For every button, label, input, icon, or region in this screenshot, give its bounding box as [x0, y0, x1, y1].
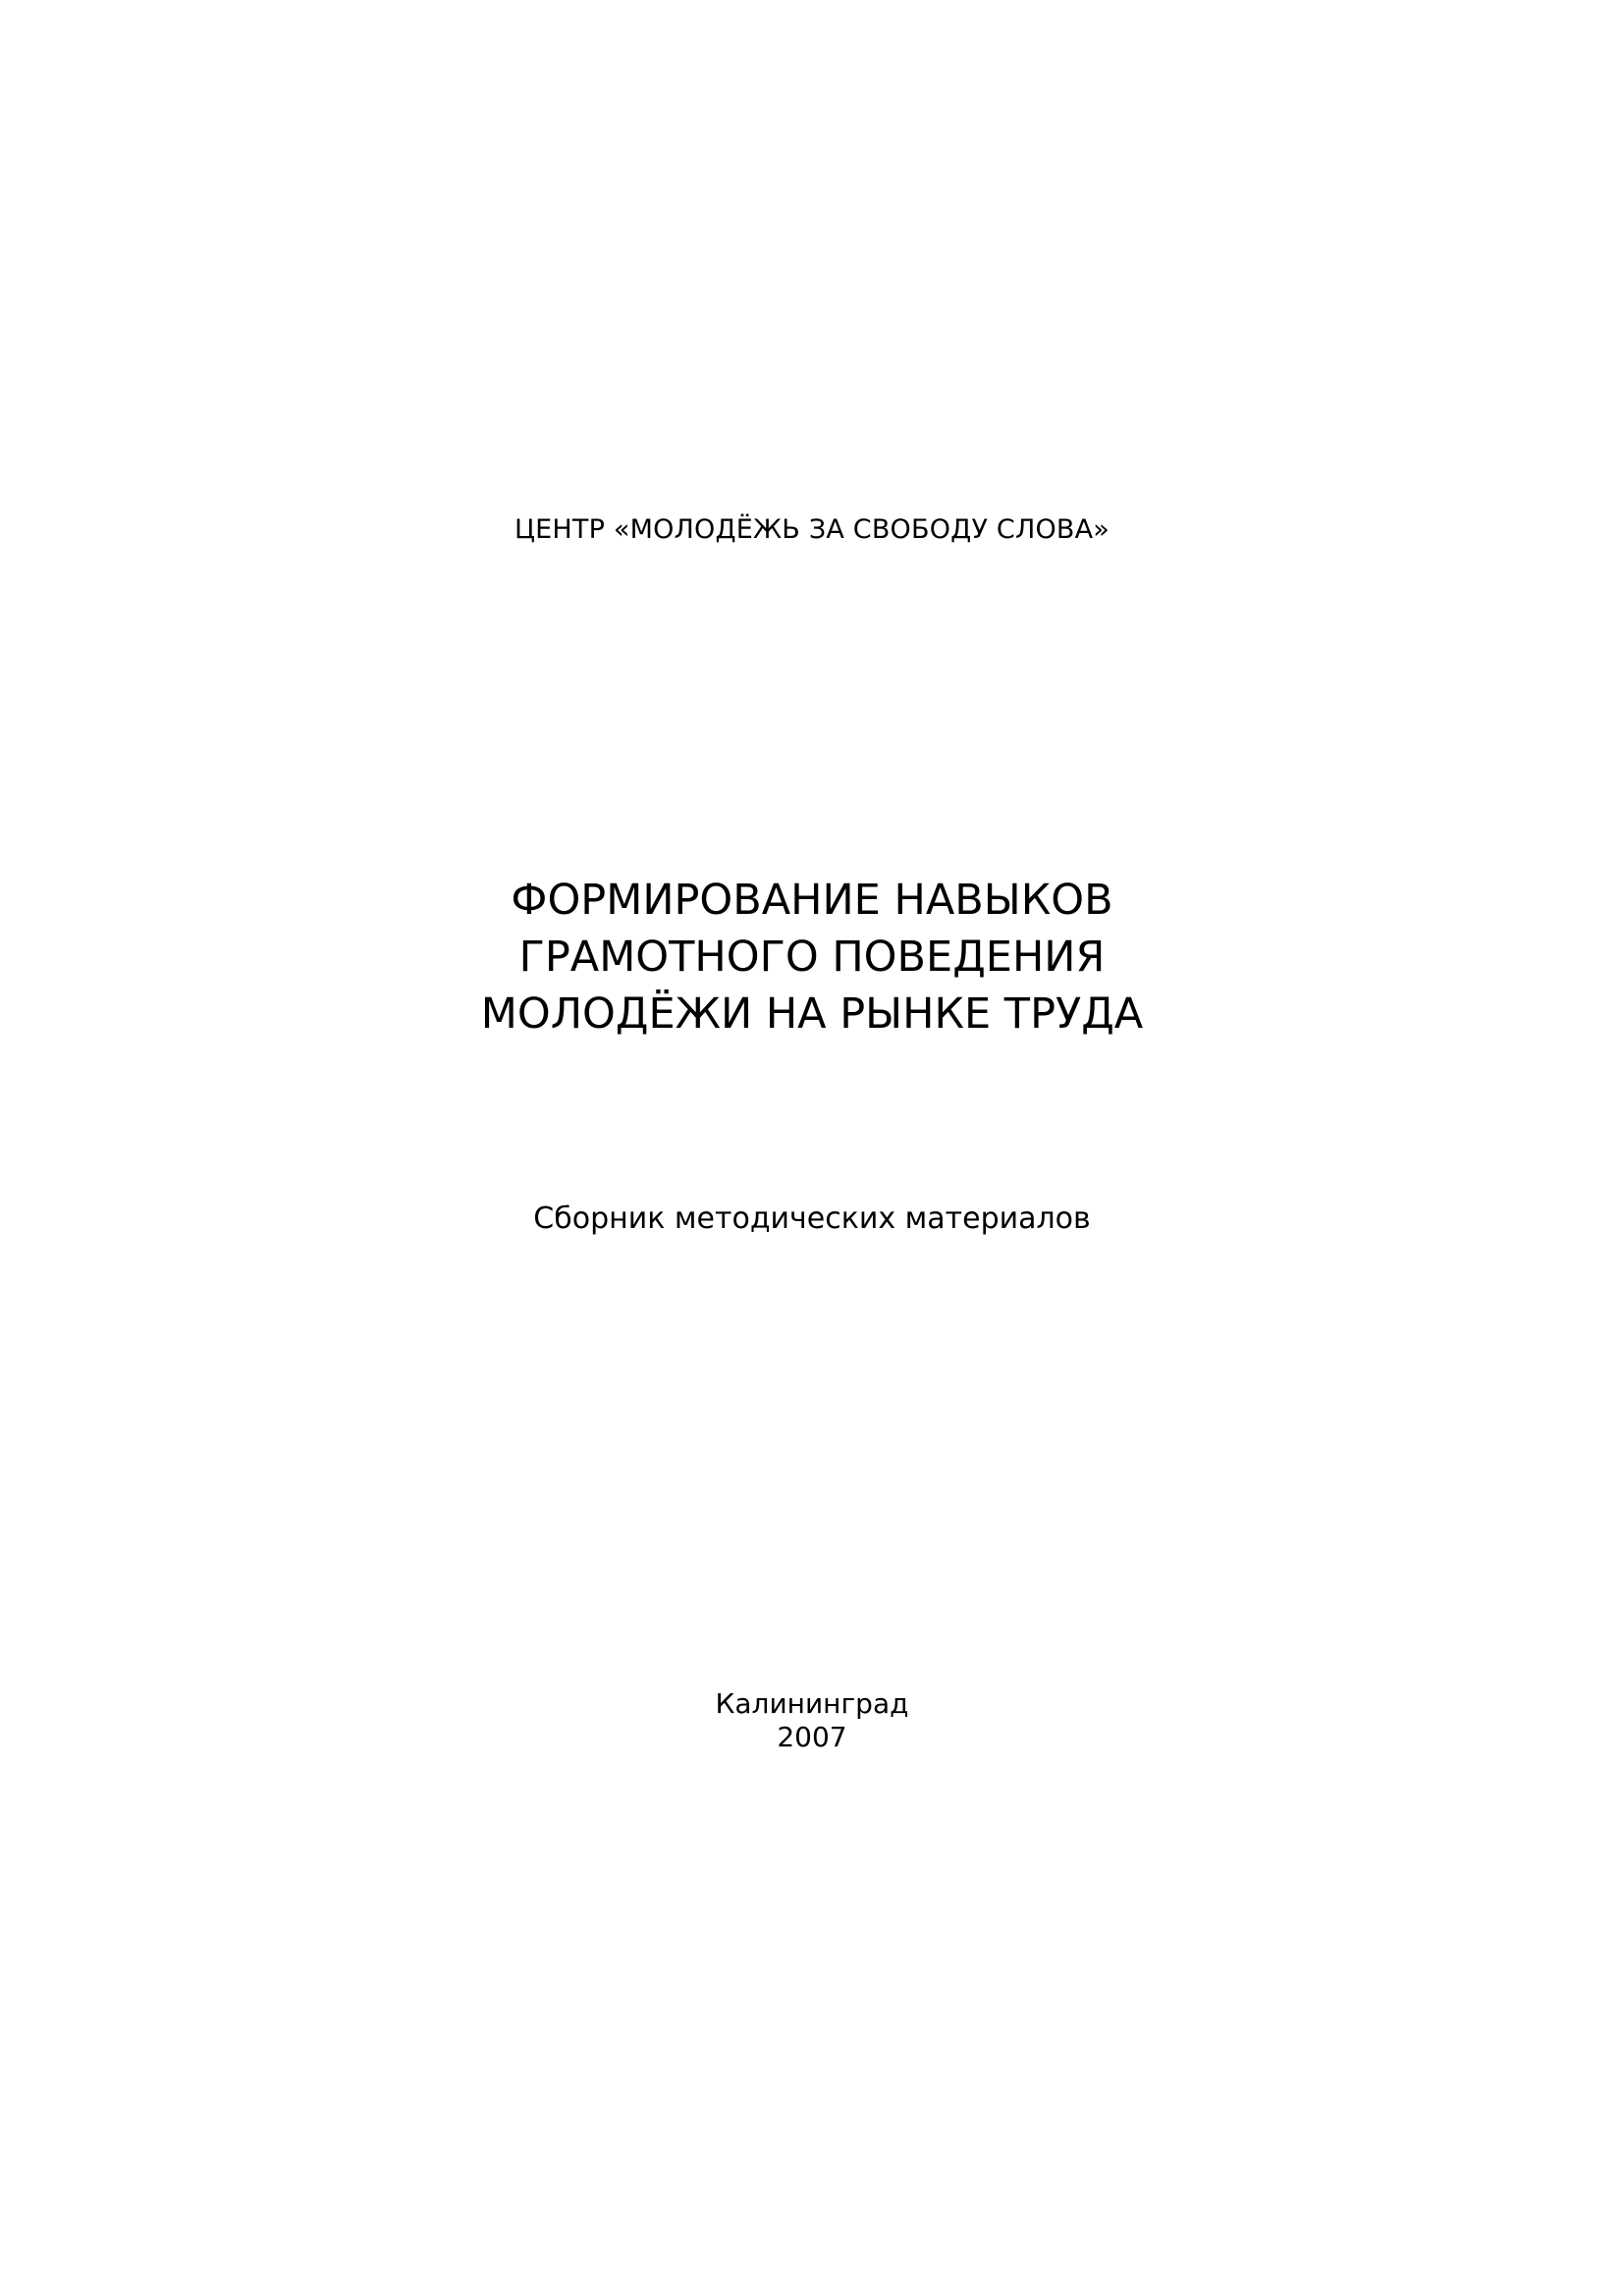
title-line: ГРАМОТНОГО ПОВЕДЕНИЯ	[518, 933, 1106, 982]
publication-year: 2007	[777, 1721, 847, 1753]
publication-city: Калининград	[715, 1687, 909, 1720]
title-line: МОЛОДЁЖИ НА РЫНКЕ ТРУДА	[480, 989, 1144, 1039]
title-line: ФОРМИРОВАНИЕ НАВЫКОВ	[511, 876, 1113, 925]
document-subtitle: Сборник методических материалов	[533, 1201, 1091, 1236]
document-title	[0, 872, 1624, 1042]
organization-name: ЦЕНТР «МОЛОДЁЖЬ ЗА СВОБОДУ СЛОВА»	[514, 514, 1110, 545]
